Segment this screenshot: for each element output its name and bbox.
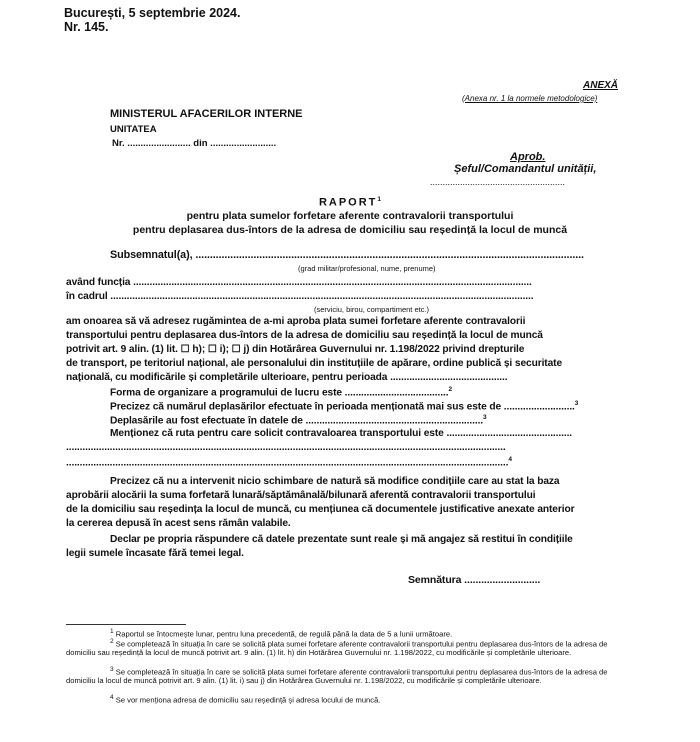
- trips-count-text[interactable]: Precizez că numărul deplasărilor efectuate în perioada menționată mai sus este de ..........................: [110, 401, 575, 413]
- undersigned-field[interactable]: Subsemnatul(a), ......................................................................................................................................: [110, 249, 584, 261]
- trip-dates-field: [110, 414, 487, 426]
- report-title: [0, 196, 700, 209]
- request-line-4: de transport, pe teritoriul național, ale personalului din instituțiile de apărare, ordine publică și securitate: [66, 358, 563, 369]
- route-field[interactable]: Menționez că ruta pentru care solicit contravaloarea transportului este ..............................................: [110, 428, 573, 439]
- footnote-divider: [66, 624, 186, 625]
- department-field[interactable]: în cadrul ...........................................................................................................................................................: [66, 291, 534, 302]
- footnote-2-number: 2: [110, 638, 114, 645]
- footnote-ref-3b: 3: [483, 414, 487, 421]
- footnote-ref-2: 2: [448, 386, 452, 393]
- trips-count-field: [110, 400, 578, 412]
- footnote-1-text: Raportul se întocmește lunar, pentru luna precedentă, de regulă până la data de 5 a lunii următoare.: [115, 629, 453, 639]
- report-subtitle-1: pentru plata sumelor forfetare aferente contravalorii transportului: [186, 210, 514, 222]
- annex-subtitle: (Anexa nr. 1 la normele metodologice): [462, 94, 598, 103]
- undersigned-hint: (grad militar/profesional, nume, prenume): [298, 264, 436, 273]
- annex-title: ANEXĂ: [583, 80, 619, 91]
- footnote-3-number: 3: [110, 666, 114, 673]
- request-line-3: potrivit art. 9 alin. (1) lit. ☐ h); ☐ i); ☐ j) din Hotărârea Guvernului nr. 1.198/2022 privind drepturile: [66, 344, 525, 355]
- work-schedule-text[interactable]: Forma de organizare a programului de lucru este ......................................: [110, 387, 449, 399]
- statement-line-2: aprobării alocării la suma forfetară lunară/săptămânală/bilunară aferentă contravalorii transportului: [66, 490, 536, 501]
- statement-line-3: de la domiciliu sau reședința la locul de muncă, cu mențiunea că documentele justificative anexate anterior: [66, 504, 575, 515]
- route-dots-line-2-text[interactable]: ..................................................................................................................................................................: [66, 457, 509, 469]
- request-line-2: transportului pentru deplasarea dus-întors de la adresa de domiciliu sau reședință la locul de muncă: [66, 330, 543, 341]
- route-dots-line-2: [66, 456, 512, 468]
- footnote-4: [110, 694, 630, 705]
- trip-dates-text[interactable]: Deplasările au fost efectuate în datele de .................................................................: [110, 415, 484, 427]
- footnote-2: [66, 638, 626, 658]
- footnote-4-text: Se vor menționa adresa de domiciliu sau reședință și adresa locului de muncă.: [115, 695, 381, 705]
- route-dots-line-1[interactable]: .................................................................................................................................................................: [66, 442, 506, 453]
- approval-signature-dots: ......................................................: [430, 177, 566, 187]
- approval-chief: Șeful/Comandantul unității,: [454, 163, 597, 175]
- department-hint: (serviciu, birou, compartiment etc.): [314, 305, 430, 314]
- document-number: Nr. 145.: [64, 20, 109, 34]
- declaration-line-1: Declar pe propria răspundere că datele prezentate sunt reale și mă angajez să restitui în condițiile: [110, 534, 573, 545]
- report-subtitle-2: pentru deplasarea dus-întors de la adresa de domiciliu sau reședință la locul de muncă: [132, 224, 568, 236]
- footnote-ref-4: 4: [508, 456, 512, 463]
- registration-number-line: Nr. ........................ din .........................: [112, 138, 277, 149]
- report-title-text: RAPORT: [318, 196, 378, 209]
- work-schedule-field: [110, 386, 452, 398]
- report-title-footnote-ref: 1: [377, 196, 382, 203]
- function-field[interactable]: având funcția ..................................................................................................................................................: [66, 277, 532, 288]
- ministry-name: MINISTERUL AFACERILOR INTERNE: [110, 108, 303, 120]
- footnote-2-text: Se completează în situația în care se solicită plata sumei forfetare aferente contravalorii transportului pentru deplasarea dus-întors de la adresa de domiciliu sau reședință la locul de muncă potrivit art. 9 alin. (1) lit. h) din Hotărârea Guvernului nr. 1.198/2022, cu modificările și completările ulterioare.: [66, 639, 608, 658]
- signature-field[interactable]: Semnătura ...........................: [408, 574, 541, 586]
- request-line-5: națională, cu modificările și completările ulterioare, pentru perioada ...........................................: [66, 372, 508, 383]
- footnote-3: [66, 666, 626, 686]
- approval-label: Aprob.: [510, 151, 546, 163]
- place-date: București, 5 septembrie 2024.: [64, 6, 241, 20]
- statement-line-4: la cererea depusă în acest sens rămân valabile.: [66, 518, 291, 529]
- footnote-4-number: 4: [110, 694, 114, 701]
- statement-line-1: Precizez că nu a intervenit nicio schimbare de natură să modifice condițiile care au stat la baza: [110, 476, 560, 487]
- footnote-3-text: Se completează în situația în care se solicită plata sumei forfetare aferente contravalorii transportului pentru deplasarea dus-întors de la adresa de domiciliu la locul de muncă potrivit art. 9 alin. (1) lit. i) sau j) din Hotărârea Guvernului nr. 1.198/2022, cu modificările și completările ulterioare.: [66, 667, 608, 686]
- declaration-line-2: legii sumele încasate fără temei legal.: [66, 548, 244, 559]
- request-line-1: am onoarea să vă adresez rugămintea de a-mi aproba plata sumei forfetare aferente contravalorii: [66, 316, 526, 327]
- unit-label: UNITATEA: [110, 124, 157, 135]
- footnote-ref-3a: 3: [574, 400, 579, 407]
- footnote-1-number: 1: [110, 628, 114, 635]
